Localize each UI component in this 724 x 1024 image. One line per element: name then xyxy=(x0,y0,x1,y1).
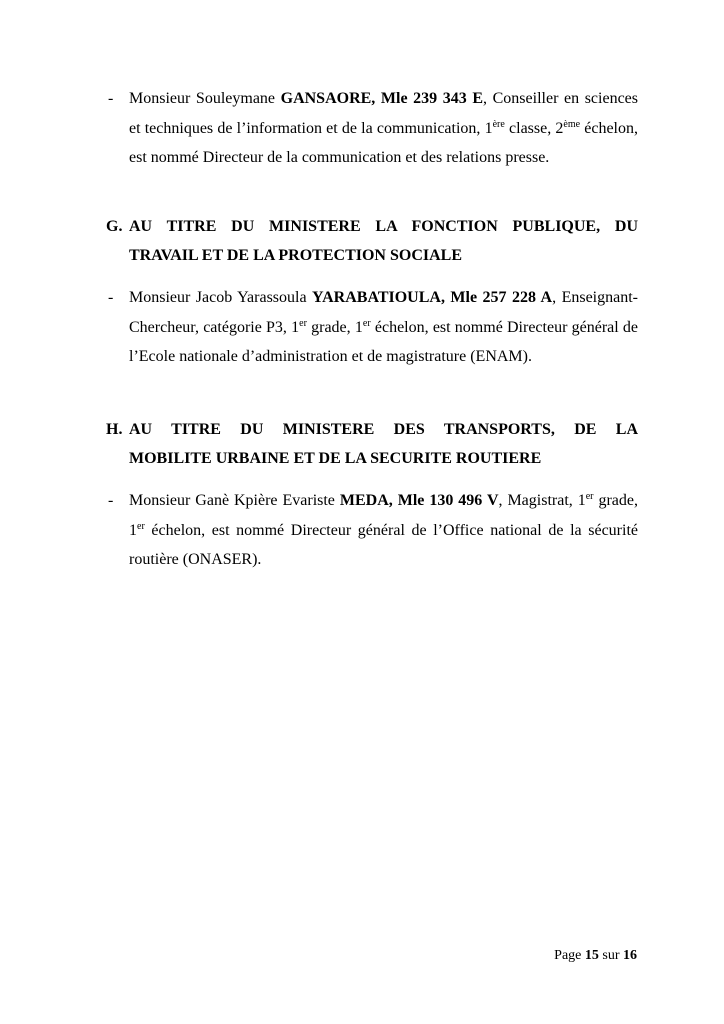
section-title-line1: AU TITRE DU MINISTERE LA FONCTION PUBLIQUE, DU xyxy=(129,218,638,235)
section-heading-g xyxy=(106,212,638,270)
section-letter: G. xyxy=(106,218,123,235)
page-current: 15 xyxy=(584,948,599,963)
text-span: classe, 2 xyxy=(504,119,564,137)
list-dash: - xyxy=(108,90,114,107)
section-title-line2: MOBILITE URBAINE ET DE LA SECURITE ROUTIERE xyxy=(129,450,542,467)
text-span: échelon, est nommé Directeur général de l’Ecole nationale d’administration et de magistrature (ENAM). xyxy=(129,318,639,365)
text-span: , Conseiller en sciences et techniques de l’information et de la communication, 1 xyxy=(129,90,639,137)
list-dash: - xyxy=(108,492,114,509)
text-span: Monsieur Ganè Kpière Evariste xyxy=(129,492,340,509)
superscript: er xyxy=(299,317,307,329)
text-span: échelon, est nommé Directeur de la communication et des relations presse. xyxy=(129,119,638,166)
text-span: Monsieur Souleymane xyxy=(129,90,281,107)
page-total: 16 xyxy=(623,948,637,963)
name-bold: MEDA, Mle 130 496 V xyxy=(339,492,499,509)
section-heading-h xyxy=(106,415,638,473)
text-span: Monsieur Jacob Yarassoula xyxy=(129,289,313,306)
list-dash: - xyxy=(108,289,114,306)
name-bold: GANSAORE, Mle 239 343 E xyxy=(280,90,484,107)
superscript: er xyxy=(585,491,594,502)
superscript: ère xyxy=(492,118,505,130)
name-bold: YARABATIOULA, Mle 257 228 A xyxy=(312,289,553,306)
page-sur-label: sur xyxy=(602,948,620,963)
text-span: grade, 1 xyxy=(129,492,639,539)
appointment-item-gansaore xyxy=(108,84,638,173)
superscript: ème xyxy=(563,118,581,130)
appointment-item-yarabatioula xyxy=(108,283,638,372)
section-letter: H. xyxy=(106,421,123,438)
appointment-item-meda xyxy=(108,486,638,575)
section-title-line1: AU TITRE DU MINISTERE DES TRANSPORTS, DE LA xyxy=(129,421,638,438)
text-span: échelon, est nommé Directeur général de l’Office national de la sécurité routière (ONASER). xyxy=(129,521,638,568)
page-label: Page xyxy=(554,948,582,963)
superscript: er xyxy=(137,520,145,532)
text-span: , Enseignant-Chercheur, catégorie P3, 1 xyxy=(129,289,638,336)
superscript: er xyxy=(362,317,371,329)
section-title-line2: TRAVAIL ET DE LA PROTECTION SOCIALE xyxy=(129,247,462,264)
appointment-text xyxy=(129,486,638,575)
appointment-text xyxy=(129,84,638,173)
page-number-footer xyxy=(554,947,637,965)
text-span: , Magistrat, 1 xyxy=(498,492,586,509)
appointment-text xyxy=(129,283,638,372)
text-span: grade, 1 xyxy=(306,318,363,336)
